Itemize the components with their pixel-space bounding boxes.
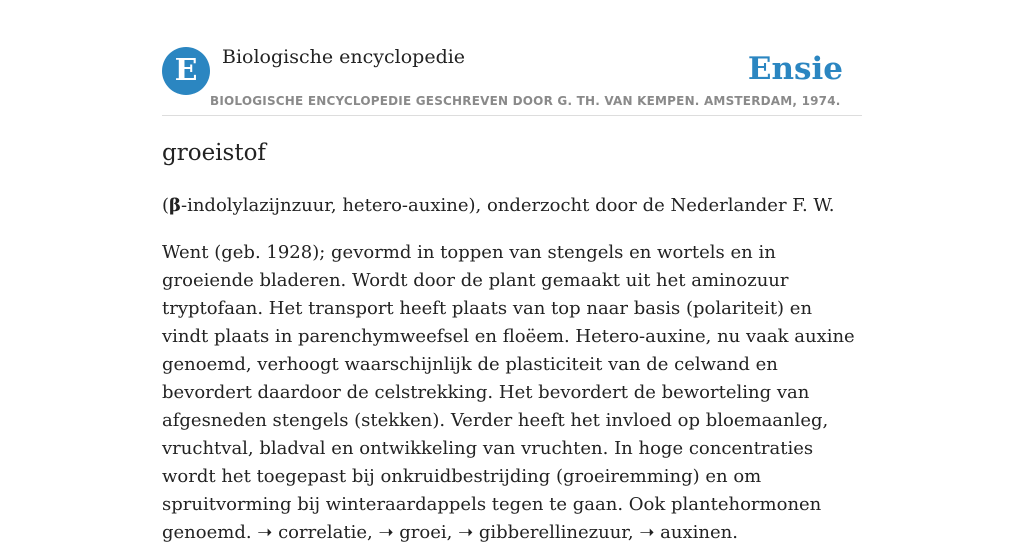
site-name[interactable]: Biologische encyclopedie	[222, 46, 466, 68]
brand-logo[interactable]: Ensie	[747, 51, 843, 87]
logo-badge[interactable]	[162, 47, 210, 95]
article-body: Went (geb. 1928); gevormd in toppen van stengels en wortels en in groeiende bladeren. Wordt door de plant gemaakt uit het aminozuur tryptofaan. Het transport heeft plaats van top naar basis (polariteit) en vindt plaats in parenchymweefsel en floëem. Hetero-auxine, nu vaak auxine genoemd, verhoogt waarschijnlijk de plasticiteit van de celwand en bevordert daardoor de celstrekking. Het bevordert de beworteling van afgesneden stengels (stekken). Verder heeft het invloed op bloemaanleg, vruchtval, bladval en ontwikkeling van vruchten. In hoge concentraties wordt het toegepast bij onkruidbestrijding (groeiremming) en om spruitvorming bij winteraardappels tegen te gaan. Ook plantehormonen genoemd. ➝ correlatie, ➝ groei, ➝ gibberellinezuur, ➝ auxinen.	[162, 242, 855, 543]
article-intro	[162, 192, 862, 220]
source-attribution: BIOLOGISCHE ENCYCLOPEDIE GESCHREVEN DOOR G. TH. VAN KEMPEN. AMSTERDAM, 1974.	[210, 94, 841, 108]
beta-symbol: β	[169, 195, 181, 216]
logo-letter: E	[174, 53, 198, 88]
header-divider	[162, 115, 862, 116]
article-title: groeistof	[162, 140, 266, 166]
intro-paren: (	[162, 195, 170, 216]
intro-text: -indolylazijnzuur, hetero-auxine), onderzocht door de Nederlander F. W.	[180, 195, 835, 216]
